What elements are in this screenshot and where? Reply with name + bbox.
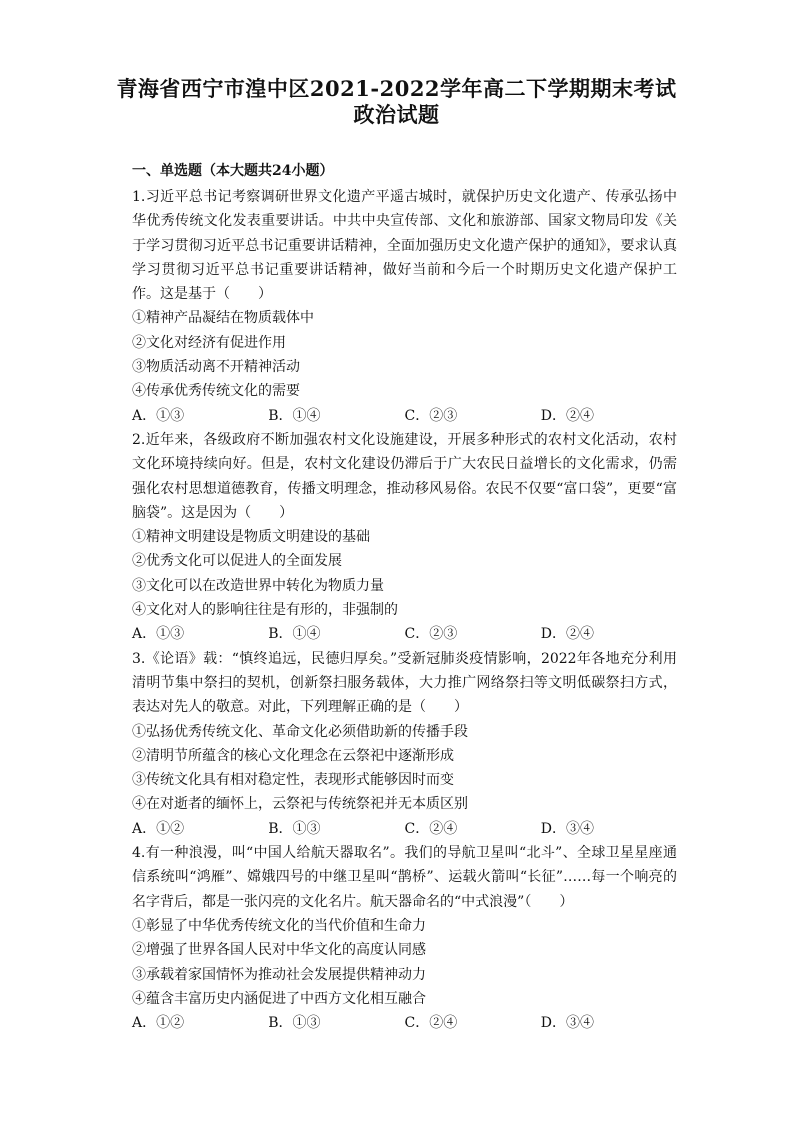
choice-c: C．②④ [404,820,458,837]
statement-option: ①彰显了中华优秀传统文化的当代价值和生命力 [132,917,426,934]
choice-a: A．①③ [132,626,185,643]
statement-option: ④传承优秀传统文化的需要 [132,383,300,400]
question-2 [132,428,677,647]
choice-b: B．①③ [268,820,321,837]
question-4 [132,841,677,1035]
choice-b: B．①④ [268,407,321,424]
choice-b: B．①③ [268,1015,321,1032]
statement-option: ①精神产品凝结在物质载体中 [132,310,314,327]
statement-option: ②优秀文化可以促进人的全面发展 [132,553,342,570]
choice-c: C．②③ [404,626,458,643]
choice-a: A．①② [132,1015,185,1032]
choice-a: A．①② [132,820,185,837]
choice-b: B．①④ [268,626,321,643]
statement-option: ④文化对人的影响往往是有形的，非强制的 [132,602,398,619]
question-stem: 3.《论语》载：“慎终追远，民德归厚矣。”受新冠肺炎疫情影响，2022年各地充分利用清明节集中祭扫的契机，创新祭扫服务载体，大力推广网络祭扫等文明低碳祭扫方式，表达对先人的敬意。对此，下列理解正确的是（ ） [132,650,677,716]
answer-choices [132,817,677,841]
statement-option: ①精神文明建设是物质文明建设的基础 [132,529,370,546]
choice-a: A．①③ [132,407,185,424]
statement-option: ②清明节所蕴含的核心文化理念在云祭祀中逐渐形成 [132,747,454,764]
statement-option: ③承载着家国情怀为推动社会发展提供精神动力 [132,966,426,983]
statement-option: ③物质活动离不开精神活动 [132,359,300,376]
statement-option: ②增强了世界各国人民对中华文化的高度认同感 [132,942,426,959]
answer-choices [132,404,677,428]
answer-choices [132,622,677,646]
statement-option: ③传统文化具有相对稳定性，表现形式能够因时而变 [132,772,454,789]
statement-option: ④蕴含丰富历史内涵促进了中西方文化相互融合 [132,990,426,1007]
answer-choices [132,1011,677,1035]
section-heading: 一、单选题（本大题共24小题） [132,163,334,179]
statement-option: ③文化可以在改造世界中转化为物质力量 [132,577,384,594]
exam-title: 青海省西宁市湟中区2021-2022学年高二下学期期末考试 [116,76,677,101]
choice-c: C．②③ [404,407,458,424]
statement-option: ①弘扬优秀传统文化、革命文化必须借助新的传播手段 [132,723,468,740]
question-stem: 2.近年来，各级政府不断加强农村文化设施建设，开展多种形式的农村文化活动，农村文化环境持续向好。但是，农村文化建设仍滞后于广大农民日益增长的文化需求，仍需强化农村思想道德教育，传播文明理念，推动移风易俗。农民不仅要“富口袋”，更要“富脑袋”。这是因为（ ） [132,431,677,521]
choice-d: D．②④ [540,626,594,643]
choice-d: D．②④ [540,407,594,424]
question-stem: 1.习近平总书记考察调研世界文化遗产平遥古城时，就保护历史文化遗产、传承弘扬中华优秀传统文化发表重要讲话。中共中央宣传部、文化和旅游部、国家文物局印发《关于学习贯彻习近平总书记重要讲话精神，全面加强历史文化遗产保护的通知》，要求认真学习贯彻习近平总书记重要讲话精神，做好当前和今后一个时期历史文化遗产保护工作。这是基于（ ） [132,189,677,303]
statement-option: ④在对逝者的缅怀上，云祭祀与传统祭祀并无本质区别 [132,796,468,813]
choice-d: D．③④ [540,820,594,837]
choice-d: D．③④ [540,1015,594,1032]
question-3 [132,647,677,841]
statement-option: ②文化对经济有促进作用 [132,334,286,351]
choice-c: C．②④ [404,1015,458,1032]
question-list [132,185,677,1035]
exam-subtitle: 政治试题 [353,102,440,127]
question-stem: 4.有一种浪漫，叫“中国人给航天器取名”。我们的导航卫星叫“北斗”、全球卫星星座通信系统叫“鸿雁”、嫦娥四号的中继卫星叫“鹊桥”、运载火箭叫“长征”……每一个响亮的名字背后，都是一张闪亮的文化名片。航天器命名的“中式浪漫”（ ） [132,845,677,910]
question-1 [132,185,677,428]
